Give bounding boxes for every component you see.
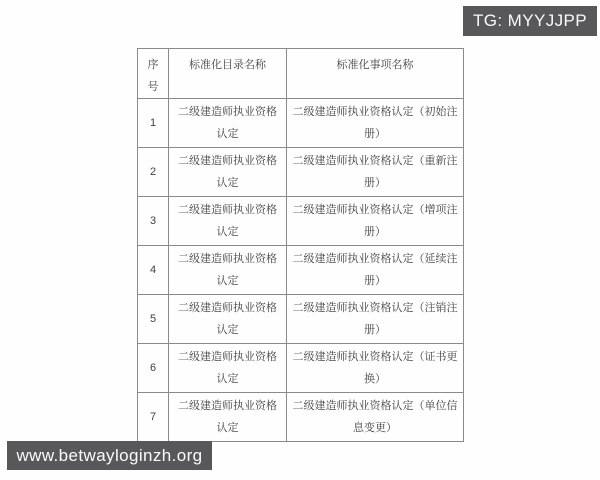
table-row bbox=[138, 148, 464, 197]
cell-item-name: 二级建造师执业资格认定（重新注册） bbox=[287, 148, 464, 197]
cell-catalog-name: 二级建造师执业资格认定 bbox=[169, 344, 287, 393]
cell-catalog-name: 二级建造师执业资格认定 bbox=[169, 148, 287, 197]
cell-item-name: 二级建造师执业资格认定（增项注册） bbox=[287, 197, 464, 246]
table-row bbox=[138, 99, 464, 148]
cell-serial-number: 5 bbox=[138, 295, 169, 344]
table-row bbox=[138, 344, 464, 393]
cell-catalog-name: 二级建造师执业资格认定 bbox=[169, 197, 287, 246]
cell-catalog-name: 二级建造师执业资格认定 bbox=[169, 99, 287, 148]
cell-serial-number: 7 bbox=[138, 393, 169, 442]
cell-serial-number: 1 bbox=[138, 99, 169, 148]
cell-serial-number: 6 bbox=[138, 344, 169, 393]
cell-item-name: 二级建造师执业资格认定（注销注册） bbox=[287, 295, 464, 344]
cell-catalog-name: 二级建造师执业资格认定 bbox=[169, 246, 287, 295]
cell-serial-number: 2 bbox=[138, 148, 169, 197]
header-row bbox=[138, 49, 464, 99]
cell-item-name: 二级建造师执业资格认定（单位信息变更） bbox=[287, 393, 464, 442]
table-row bbox=[138, 197, 464, 246]
col-header-catalog-name: 标准化目录名称 bbox=[169, 49, 287, 99]
table-row bbox=[138, 393, 464, 442]
cell-item-name: 二级建造师执业资格认定（初始注册） bbox=[287, 99, 464, 148]
col-header-serial-number: 序号 bbox=[138, 49, 169, 99]
cell-catalog-name: 二级建造师执业资格认定 bbox=[169, 393, 287, 442]
col-header-item-name: 标准化事项名称 bbox=[287, 49, 464, 99]
cell-item-name: 二级建造师执业资格认定（证书更换） bbox=[287, 344, 464, 393]
table-header bbox=[138, 49, 464, 99]
cell-catalog-name: 二级建造师执业资格认定 bbox=[169, 295, 287, 344]
cell-item-name: 二级建造师执业资格认定（延续注册） bbox=[287, 246, 464, 295]
cell-serial-number: 3 bbox=[138, 197, 169, 246]
table-row bbox=[138, 295, 464, 344]
tg-watermark-banner: TG: MYYJJPP bbox=[463, 6, 597, 36]
table-body bbox=[138, 99, 464, 442]
cell-serial-number: 4 bbox=[138, 246, 169, 295]
url-watermark-banner: www.betwayloginzh.org bbox=[7, 441, 212, 470]
standardization-items-table bbox=[137, 48, 464, 442]
table-row bbox=[138, 246, 464, 295]
